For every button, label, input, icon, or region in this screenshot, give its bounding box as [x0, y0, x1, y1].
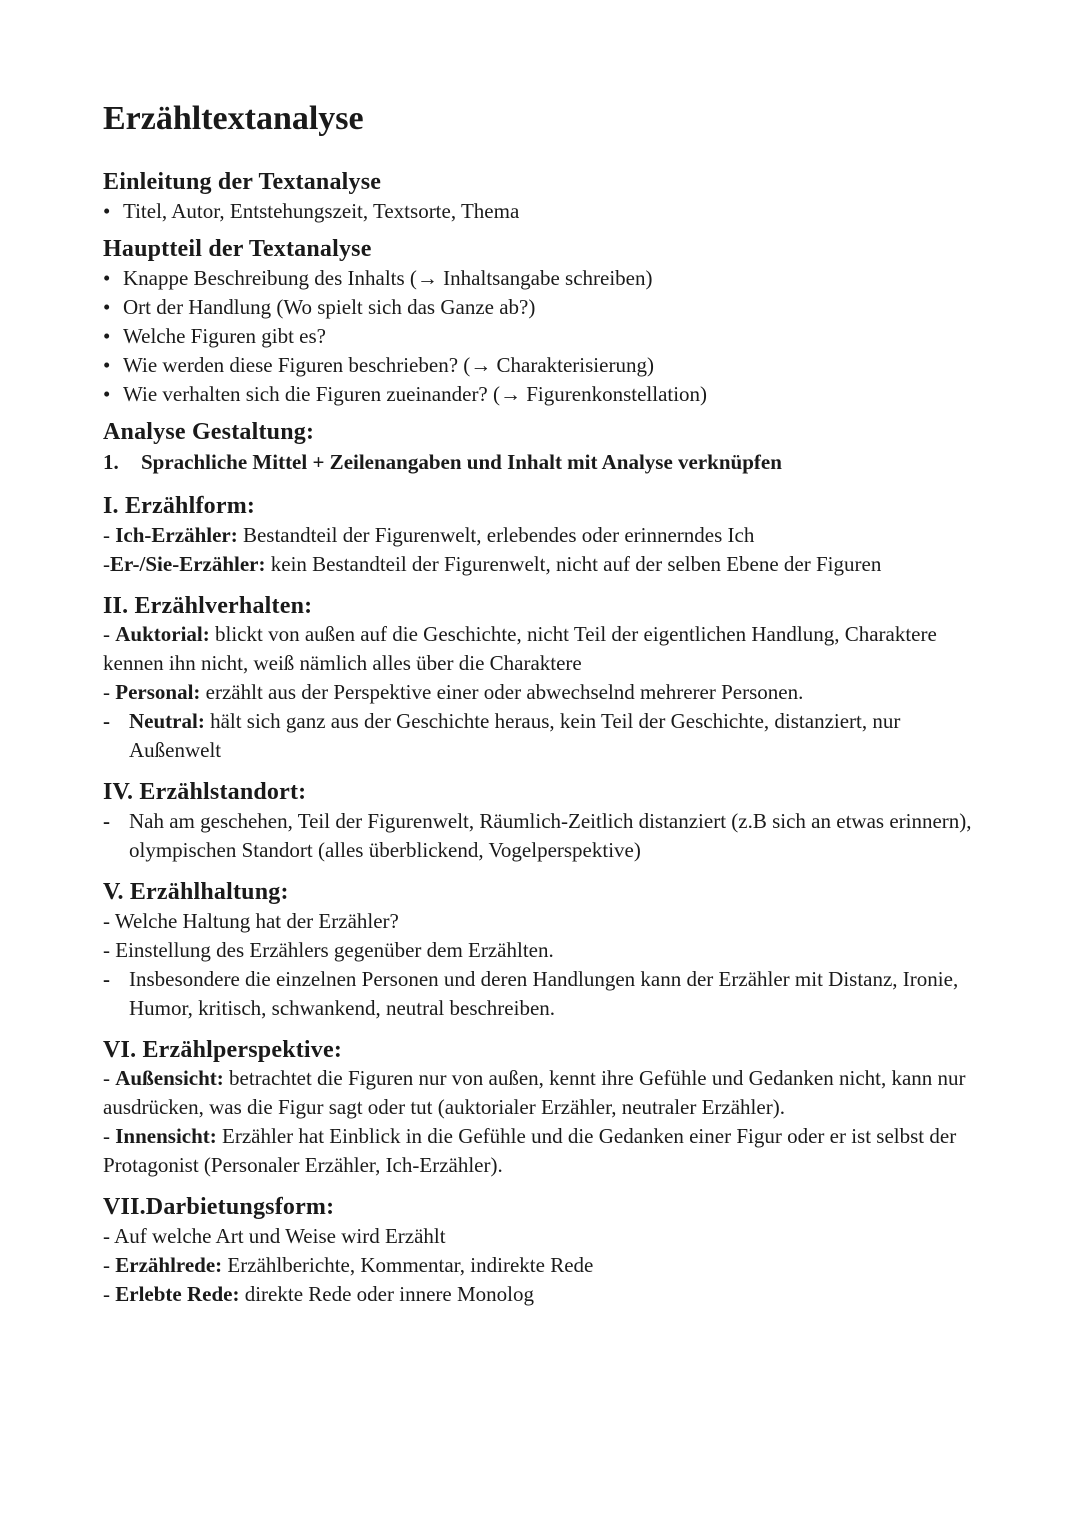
- section-erzaehlstandort: [103, 779, 983, 865]
- erzaehlhaltung-line-2: - Einstellung des Erzählers gegenüber dem Erzählten.: [103, 937, 554, 962]
- section-heading-erzaehlperspektive: VI. Erzählperspektive:: [103, 1036, 343, 1063]
- section-einleitung: [103, 169, 983, 226]
- er-sie-erzaehler-line: -Er-/Sie-Erzähler: kein Bestandteil der Figurenwelt, nicht auf der selben Ebene der Figuren: [103, 551, 882, 576]
- section-heading-darbietungsform: VII.Darbietungsform:: [103, 1194, 335, 1221]
- hauptteil-list: [103, 264, 983, 409]
- bullet-icon: •: [103, 294, 111, 319]
- list-item: • Ort der Handlung (Wo spielt sich das Ganze ab?): [103, 293, 983, 322]
- section-heading-erzaehlhaltung: V. Erzählhaltung:: [103, 878, 289, 905]
- section-heading-gestaltung: Analyse Gestaltung:: [103, 418, 315, 445]
- personal-line: - Personal: erzählt aus der Perspektive einer oder abwechselnd mehrerer Personen.: [103, 680, 804, 705]
- section-darbietungsform: [103, 1194, 983, 1309]
- bullet-icon: •: [103, 265, 111, 290]
- bullet-icon: •: [103, 352, 111, 377]
- document-page: [103, 100, 983, 1319]
- section-erzaehlform: [103, 493, 983, 579]
- section-erzaehlverhalten: [103, 593, 983, 766]
- erzaehlrede-line: - Erzählrede: Erzählberichte, Kommentar, indirekte Rede: [103, 1252, 594, 1277]
- section-gestaltung: [103, 419, 983, 478]
- bullet-icon: •: [103, 323, 111, 348]
- item-number: 1.: [103, 450, 119, 475]
- erlebte-rede-line: - Erlebte Rede: direkte Rede oder innere Monolog: [103, 1281, 534, 1306]
- list-item: • Titel, Autor, Entstehungszeit, Textsorte, Thema: [103, 197, 983, 226]
- section-hauptteil: [103, 236, 983, 409]
- dash-icon: -: [103, 709, 110, 734]
- erzaehlstandort-line: - Nah am geschehen, Teil der Figurenwelt, Räumlich-Zeitlich distanziert (z.B sich an etwas erinnern), olympischen Standort (alles überblickend, Vogelperspektive): [103, 808, 972, 862]
- list-item: • Knappe Beschreibung des Inhalts (→ Inhaltsangabe schreiben): [103, 264, 983, 293]
- aussensicht-line: - Außensicht: betrachtet die Figuren nur von außen, kennt ihre Gefühle und Gedanken nicht, kann nur ausdrücken, was die Figur sagt oder tut (auktorialer Erzähler, neutraler Erzähler).: [103, 1066, 966, 1120]
- einleitung-list: [103, 197, 983, 226]
- section-heading-erzaehlform: I. Erzählform:: [103, 493, 256, 520]
- section-erzaehlhaltung: [103, 879, 983, 1023]
- dash-icon: -: [103, 808, 110, 833]
- list-item: • Wie werden diese Figuren beschrieben? (→ Charakterisierung): [103, 351, 983, 380]
- section-heading-einleitung: Einleitung der Textanalyse: [103, 169, 382, 196]
- erzaehlhaltung-line-3: - Insbesondere die einzelnen Personen und deren Handlungen kann der Erzähler mit Distanz, Ironie, Humor, kritisch, schwankend, neutral beschreiben.: [103, 966, 959, 1020]
- auktorial-line: - Auktorial: blickt von außen auf die Geschichte, nicht Teil der eigentlichen Handlung, Charaktere kennen ihn nicht, weiß nämlich alles über die Charaktere: [103, 622, 937, 676]
- section-heading-erzaehlstandort: IV. Erzählstandort:: [103, 779, 307, 806]
- section-heading-erzaehlverhalten: II. Erzählverhalten:: [103, 592, 313, 619]
- ich-erzaehler-line: - Ich-Erzähler: Bestandteil der Figurenwelt, erlebendes oder erinnerndes Ich: [103, 522, 755, 547]
- darbietungsform-line-1: - Auf welche Art und Weise wird Erzählt: [103, 1223, 446, 1248]
- document-title: Erzähltextanalyse: [103, 100, 364, 137]
- dash-icon: -: [103, 966, 110, 991]
- section-heading-hauptteil: Hauptteil der Textanalyse: [103, 235, 372, 262]
- bullet-icon: •: [103, 381, 111, 406]
- neutral-line: - Neutral: hält sich ganz aus der Geschichte heraus, kein Teil der Geschichte, distanziert, nur Außenwelt: [103, 709, 901, 763]
- numbered-item: 1. Sprachliche Mittel + Zeilenangaben und Inhalt mit Analyse verknüpfen: [103, 448, 983, 477]
- erzaehlhaltung-line-1: - Welche Haltung hat der Erzähler?: [103, 908, 399, 933]
- list-item: • Wie verhalten sich die Figuren zueinander? (→ Figurenkonstellation): [103, 380, 983, 409]
- list-item: • Welche Figuren gibt es?: [103, 322, 983, 351]
- section-erzaehlperspektive: [103, 1037, 983, 1181]
- bullet-icon: •: [103, 198, 111, 223]
- innensicht-line: - Innensicht: Erzähler hat Einblick in die Gefühle und die Gedanken einer Figur oder er ist selbst der Protagonist (Personaler Erzähler, Ich-Erzähler).: [103, 1124, 957, 1178]
